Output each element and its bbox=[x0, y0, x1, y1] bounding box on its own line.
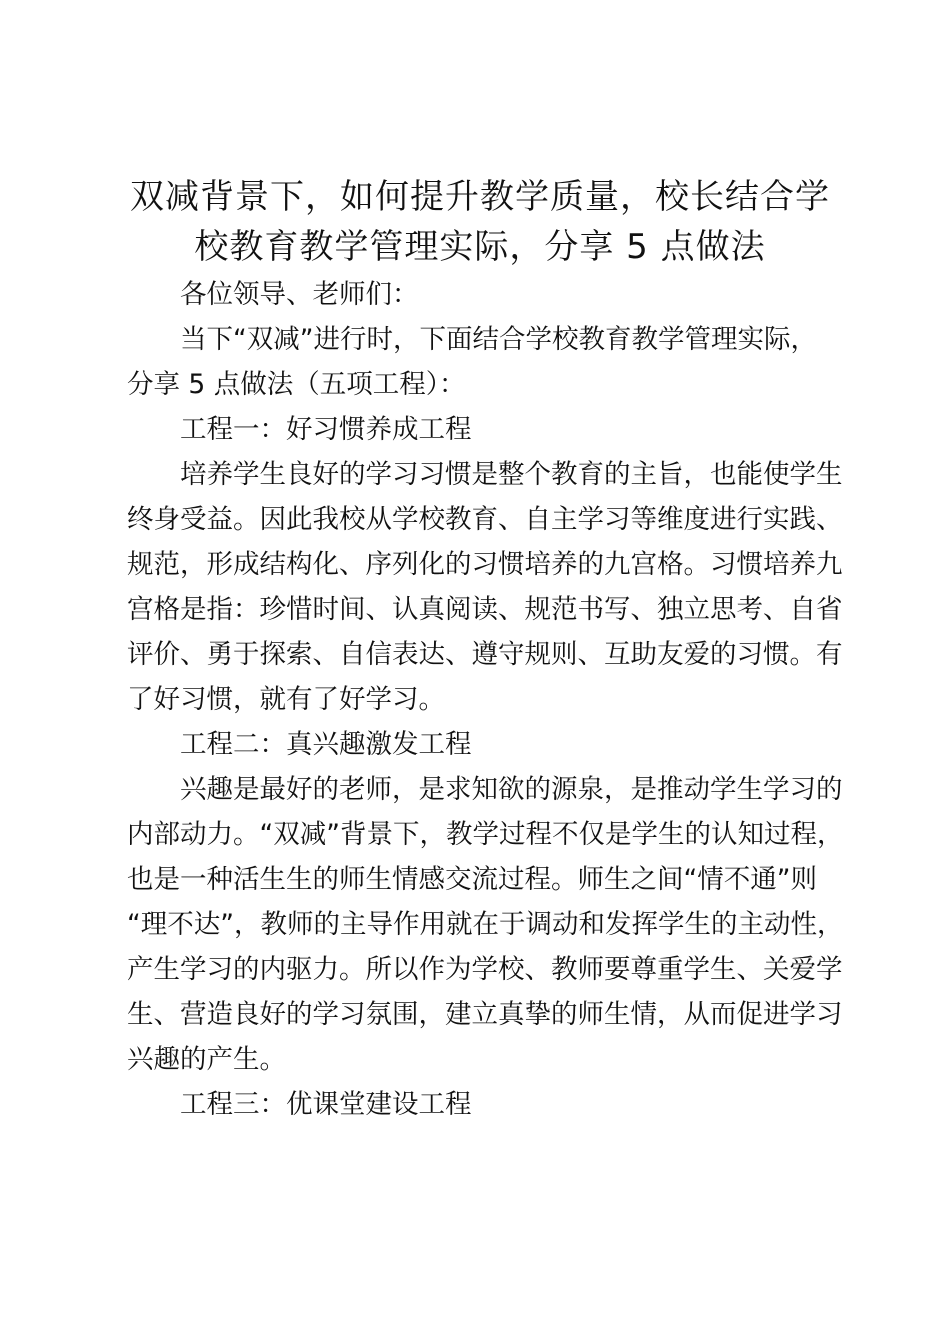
greeting: 各位领导、老师们： bbox=[180, 279, 419, 310]
document-title bbox=[127, 172, 833, 272]
section-body-2 bbox=[127, 767, 844, 1082]
section-heading-1: 工程一：好习惯养成工程 bbox=[180, 414, 472, 445]
body-line: 了好习惯，就有了好学习。 bbox=[127, 684, 445, 715]
body-line: 也是一种活生生的师生情感交流过程。师生之间“情不通”则 bbox=[127, 864, 817, 895]
body-line: 规范，形成结构化、序列化的习惯培养的九宫格。习惯培养九 bbox=[127, 549, 843, 580]
body-line: 产生学习的内驱力。所以作为学校、教师要尊重学生、关爱学 bbox=[127, 954, 843, 985]
body-line: 评价、勇于探索、自信表达、遵守规则、互助友爱的习惯。有 bbox=[127, 639, 843, 670]
intro-line: 当下“双减”进行时，下面结合学校教育教学管理实际， bbox=[180, 324, 817, 355]
document-page bbox=[127, 172, 844, 1127]
body-line: 宫格是指：珍惜时间、认真阅读、规范书写、独立思考、自省 bbox=[127, 594, 843, 625]
body-line: 终身受益。因此我校从学校教育、自主学习等维度进行实践、 bbox=[127, 504, 843, 535]
body-line: 培养学生良好的学习习惯是整个教育的主旨，也能使学生 bbox=[180, 459, 843, 490]
body-line: 兴趣是最好的老师，是求知欲的源泉，是推动学生学习的 bbox=[180, 774, 843, 805]
intro-line: 分享 5 点做法（五项工程）： bbox=[127, 369, 466, 400]
section-body-1 bbox=[127, 452, 843, 722]
section-heading-3: 工程三：优课堂建设工程 bbox=[180, 1089, 472, 1120]
body-line: 兴趣的产生。 bbox=[127, 1044, 286, 1075]
title-line-1: 双减背景下，如何提升教学质量，校长结合学 bbox=[130, 177, 830, 217]
body-line: 内部动力。“双减”背景下，教学过程不仅是学生的认知过程， bbox=[127, 819, 844, 850]
intro-paragraph bbox=[127, 317, 833, 407]
section-heading-2: 工程二：真兴趣激发工程 bbox=[180, 729, 472, 760]
title-line-2: 校教育教学管理实际，分享 5 点做法 bbox=[194, 227, 766, 267]
body-line: 生、营造良好的学习氛围，建立真挚的师生情，从而促进学习 bbox=[127, 999, 843, 1030]
body-line: “理不达”，教师的主导作用就在于调动和发挥学生的主动性， bbox=[127, 909, 844, 940]
